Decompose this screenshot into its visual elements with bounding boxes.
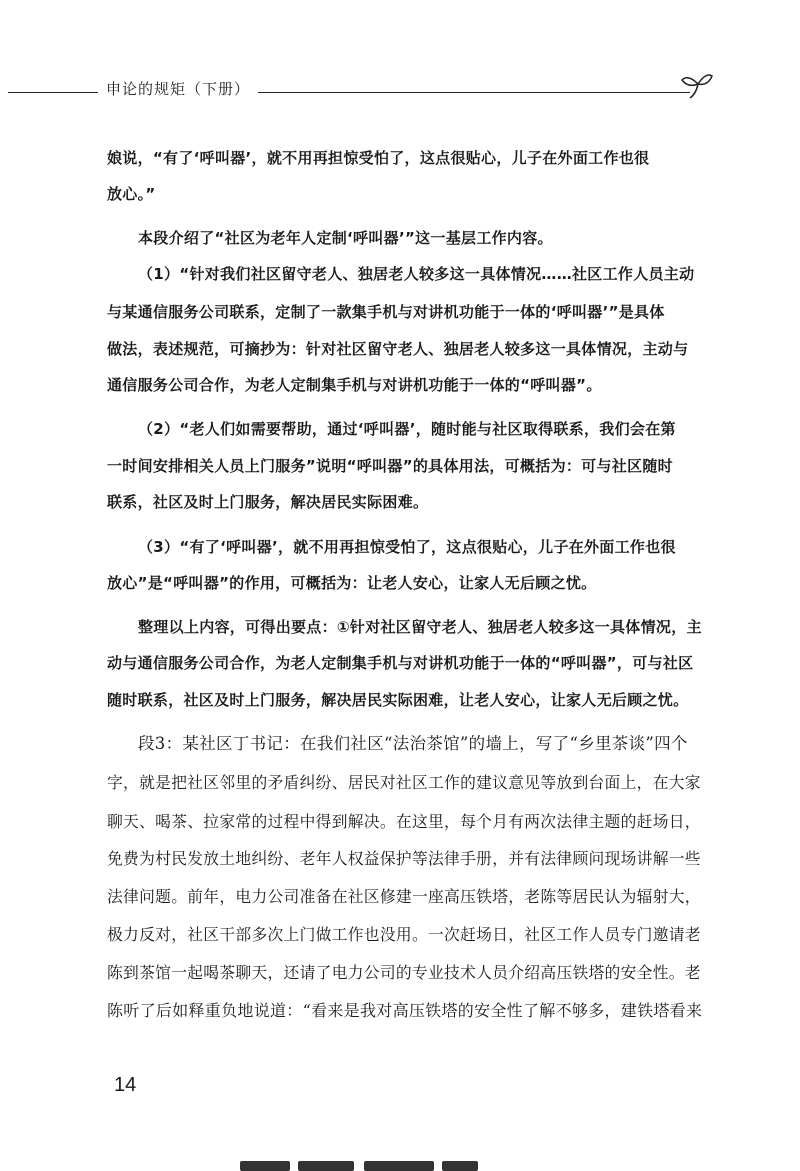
paragraph-line: 免费为村民发放土地纠纷、老年人权益保护等法律手册，并有法律顾问现场讲解一些 [107,849,701,868]
header-rule-left [8,92,98,93]
paragraph-line: 整理以上内容，可得出要点：①针对社区留守老人、独居老人较多这一具体情况，主 [138,618,702,636]
paragraph-line: （1）“针对我们社区留守老人、独居老人较多这一具体情况……社区工作人员主动 [138,265,695,283]
paragraph-line: 与某通信服务公司联系，定制了一款集手机与对讲机功能于一体的‘呼叫器’”是具体 [107,303,665,321]
paragraph-line: 放心。” [107,185,156,203]
paragraph-line: 段3：某社区丁书记：在我们社区“法治茶馆”的墙上，写了“乡里茶谈”四个 [138,734,688,753]
header-rule-right [258,92,690,93]
paragraph-line: 随时联系，社区及时上门服务，解决居民实际困难，让老人安心，让家人无后顾之忧。 [107,691,689,709]
paragraph-line: 极力反对，社区干部多次上门做工作也没用。一次赶场日，社区工作人员专门邀请老 [107,925,701,944]
paragraph-line: 法律问题。前年，电力公司准备在社区修建一座高压铁塔，老陈等居民认为辐射大， [107,887,701,906]
page-number: 14 [114,1074,137,1096]
cropped-footer-text [240,1155,480,1169]
paragraph-line: 联系，社区及时上门服务，解决居民实际困难。 [107,493,429,511]
paragraph-line: 字，就是把社区邻里的矛盾纠纷、居民对社区工作的建议意见等放到台面上，在大家 [107,773,701,792]
paragraph-line: 本段介绍了“社区为老年人定制‘呼叫器’”这一基层工作内容。 [138,229,553,247]
paragraph-line: 陈听了后如释重负地说道：“看来是我对高压铁塔的安全性了解不够多，建铁塔看来 [107,1001,703,1020]
paragraph-line: 做法，表述规范，可摘抄为：针对社区留守老人、独居老人较多这一具体情况，主动与 [107,340,689,358]
running-header [0,66,800,106]
paragraph-line: 一时间安排相关人员上门服务”说明“呼叫器”的具体用法，可概括为：可与社区随时 [107,457,673,475]
paragraph-line: 娘说，“有了‘呼叫器’，就不用再担惊受怕了，这点很贴心，儿子在外面工作也很 [107,149,650,167]
paragraph-line: 聊天、喝茶、拉家常的过程中得到解决。在这里，每个月有两次法律主题的赶场日， [107,812,701,831]
paragraph-line: 通信服务公司合作，为老人定制集手机与对讲机功能于一体的“呼叫器”。 [107,376,602,394]
paragraph-line: 动与通信服务公司合作，为老人定制集手机与对讲机功能于一体的“呼叫器”，可与社区 [107,654,694,672]
sprout-icon [676,66,716,106]
paragraph-line: 放心”是“呼叫器”的作用，可概括为：让老人安心，让家人无后顾之忧。 [107,574,597,592]
paragraph-line: （3）“有了‘呼叫器’，就不用再担惊受怕了，这点很贴心，儿子在外面工作也很 [138,538,676,556]
paragraph-line: （2）“老人们如需要帮助，通过‘呼叫器’，随时能与社区取得联系，我们会在第 [138,420,676,438]
header-title: 申论的规矩（下册） [106,80,251,98]
paragraph-line: 陈到茶馆一起喝茶聊天，还请了电力公司的专业技术人员介绍高压铁塔的安全性。老 [107,963,701,982]
